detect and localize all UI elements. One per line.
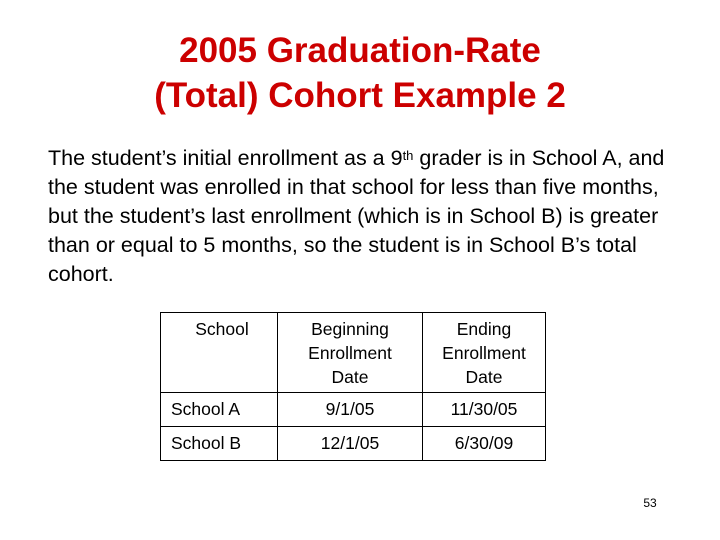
title-line-2: (Total) Cohort Example 2 — [154, 76, 566, 115]
cell-beginning-date: 12/1/05 — [278, 427, 423, 461]
ordinal-superscript: th — [402, 148, 414, 163]
header-ending-enrollment-date: Ending Enrollment Date — [423, 313, 546, 393]
header-school: School — [161, 313, 278, 393]
paragraph-text-end: grader is in School A, and the student was enrolled in that school for less than five months, but the student’s last enrollment (which is in School B) is greater than or equal to 5 months, so the student is in School B’s total cohort. — [48, 146, 665, 286]
page-number: 53 — [643, 496, 657, 510]
table-row — [161, 427, 546, 461]
table-header-row — [161, 313, 546, 393]
explanation-paragraph — [48, 144, 688, 289]
paragraph-text-start: The student’s initial enrollment as a 9 — [48, 146, 403, 170]
title-line-1: 2005 Graduation-Rate — [179, 31, 541, 70]
cell-ending-date: 11/30/05 — [423, 393, 546, 427]
cell-ending-date: 6/30/09 — [423, 427, 546, 461]
header-beginning-enrollment-date: Beginning Enrollment Date — [278, 313, 423, 393]
enrollment-table — [160, 312, 546, 461]
page-title — [0, 28, 720, 118]
cell-beginning-date: 9/1/05 — [278, 393, 423, 427]
table-row — [161, 393, 546, 427]
cell-school: School A — [161, 393, 278, 427]
cell-school: School B — [161, 427, 278, 461]
